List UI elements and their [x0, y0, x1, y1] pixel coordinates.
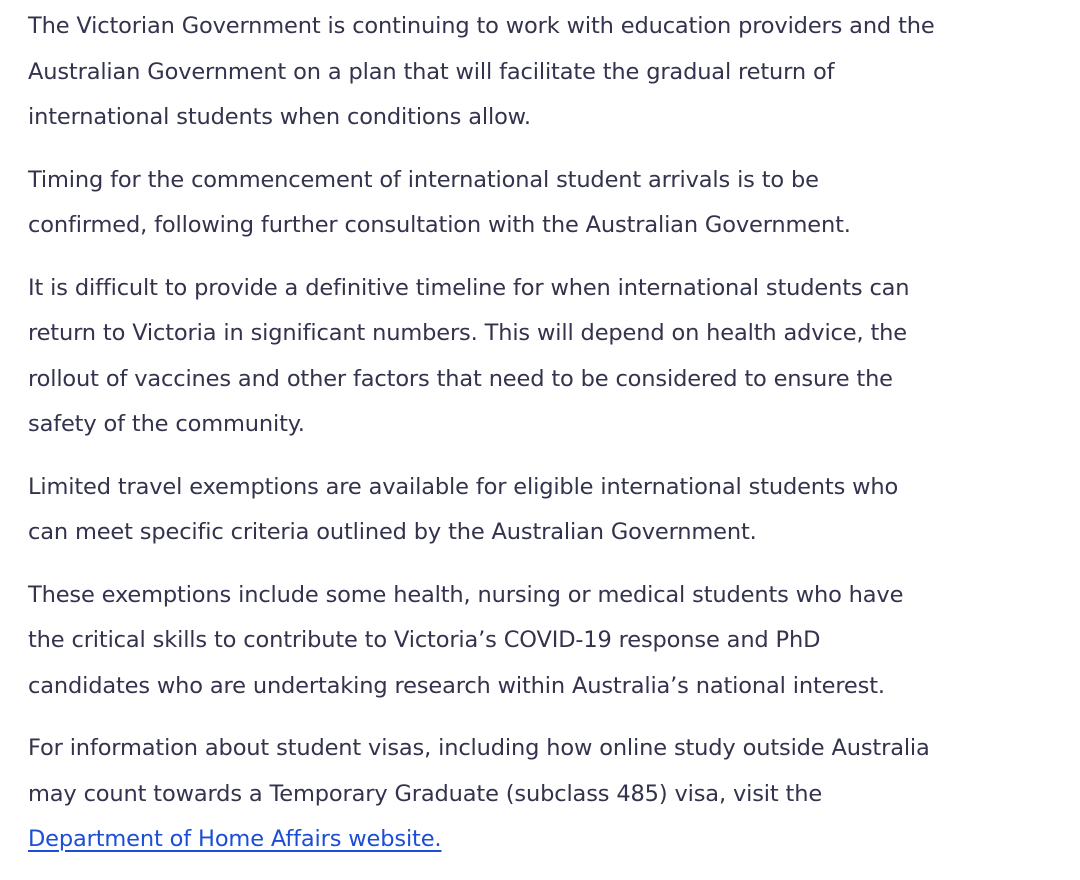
text-line: confirmed, following further consultation with the Australian Government.	[28, 212, 851, 238]
text-line: candidates who are undertaking research within Australia’s national interest.	[28, 672, 885, 699]
home-affairs-website-link[interactable]: Department of Home Affairs website.	[28, 826, 442, 852]
text-line: return to Victoria in significant numbers. This will depend on health advice, the	[28, 320, 907, 346]
text-line: Limited travel exemptions are available for eligible international students who	[28, 473, 899, 500]
link-line	[28, 817, 1068, 863]
text-line: It is difficult to provide a definitive timeline for when international students can	[28, 274, 910, 301]
text-line: These exemptions include some health, nursing or medical students who have	[28, 581, 904, 608]
paragraph-exemption-groups	[28, 573, 1068, 710]
text-line: rollout of vaccines and other factors that need to be considered to ensure the	[28, 365, 893, 392]
text-line: Timing for the commencement of international student arrivals is to be	[28, 166, 819, 193]
text-line: The Victorian Government is continuing to work with education providers and the	[28, 13, 935, 39]
text-line: Australian Government on a plan that will facilitate the gradual return of	[28, 58, 835, 85]
paragraph-timeline	[28, 266, 1068, 448]
text-line: international students when conditions allow.	[28, 104, 531, 130]
paragraph-student-visas	[28, 726, 1068, 863]
article-body	[28, 4, 1068, 880]
text-line: can meet specific criteria outlined by the Australian Government.	[28, 519, 757, 545]
text-line: may count towards a Temporary Graduate (subclass 485) visa, visit the	[28, 780, 823, 807]
paragraph-government-plan	[28, 4, 1068, 141]
paragraph-arrival-timing	[28, 158, 1068, 249]
text-line: the critical skills to contribute to Victoria’s COVID-19 response and PhD	[28, 627, 821, 653]
paragraph-travel-exemptions	[28, 465, 1068, 556]
text-line: For information about student visas, including how online study outside Australia	[28, 735, 930, 761]
text-line: safety of the community.	[28, 411, 305, 437]
